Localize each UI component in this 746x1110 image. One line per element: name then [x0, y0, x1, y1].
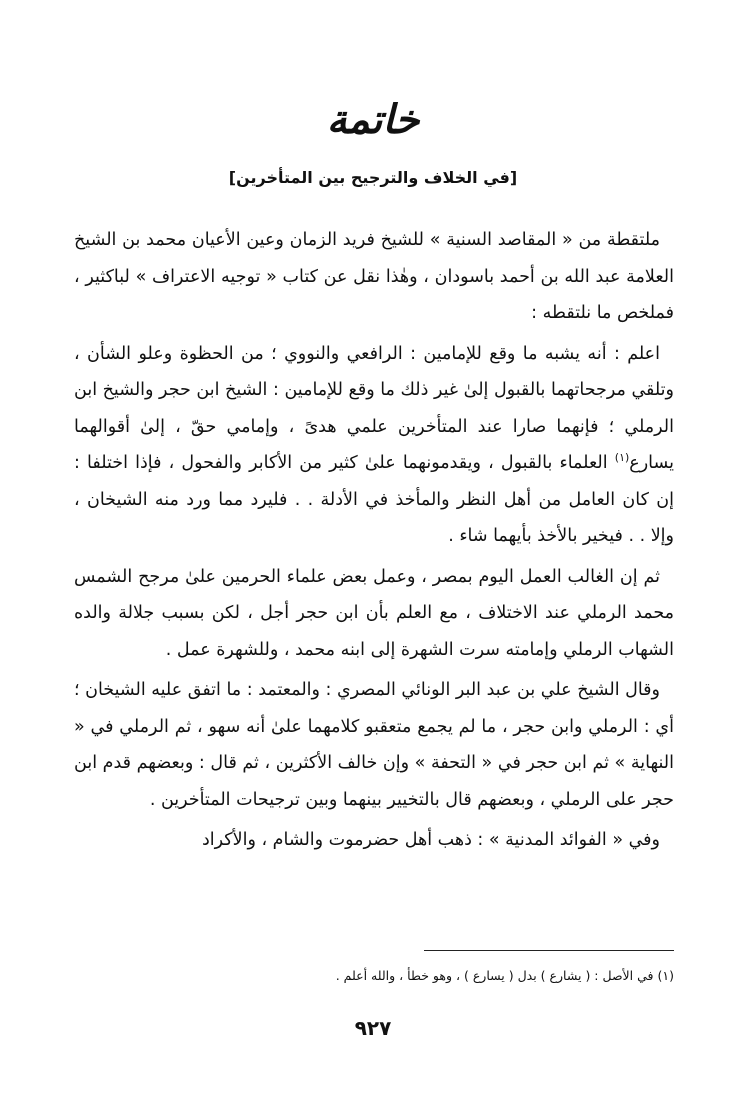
paragraph-4: وقال الشيخ علي بن عبد البر الونائي المصري : والمعتمد : ما اتفق عليه الشيخان ؛ أي : الرملي وابن حجر ، ما لم يجمع متعقبو كلامهما علىٰ أنه سهو ، ثم الرملي في « النهاية » ثم ابن حجر في « التحفة » وإن خالف الأكثرين ، ثم قال : وبعضهم قدم ابن حجر على الرملي ، وبعضهم قال بالتخيير بينهما وبين ترجيحات المتأخرين . [74, 680, 674, 810]
paragraph-3: ثم إن الغالب العمل اليوم بمصر ، وعمل بعض علماء الحرمين علىٰ مرجح الشمس محمد الرملي عند الاختلاف ، مع العلم بأن ابن حجر أجل ، لكن بسبب جلالة والده الشهاب الرملي وإمامته سرت الشهرة إلى ابنه محمد ، وللشهرة عمل . [74, 566, 674, 660]
paragraph-2 [74, 336, 674, 555]
paragraph-2-end: العلماء بالقبول ، ويقدمونهما علىٰ كثير من الأكابر والفحول ، فإذا اختلفا : إن كان العامل من أهل النظر والمأخذ في الأدلة . . فليرد مما ورد منه الشيخان ، وإلا . . فيخير بالأخذ بأيهما شاء . [74, 453, 674, 546]
page-number: ٩٢٧ [354, 1016, 392, 1040]
body-text [74, 222, 674, 863]
chapter-heading: خاتمة [326, 96, 420, 143]
chapter-subheading: [في الخلاف والترجيح بين المتأخرين] [228, 168, 518, 187]
footnote: (١) في الأصل : ( يشارع ) بدل ( يسارع ) ، وهو خطأ ، والله أعلم . [335, 968, 674, 983]
paragraph-1: ملتقطة من « المقاصد السنية » للشيخ فريد الزمان وعين الأعيان محمد بن الشيخ العلامة عبد الله بن أحمد باسودان ، وهٰذا نقل عن كتاب « توجيه الاعتراف » لباكثير ، فملخص ما نلتقطه : [74, 230, 674, 323]
paragraph-5: وفي « الفوائد المدنية » : ذهب أهل حضرموت والشام ، والأكراد [201, 830, 660, 850]
footnote-divider [424, 950, 674, 951]
paragraph-2-start: اعلم : أنه يشبه ما وقع للإمامين : الرافعي والنووي ؛ من الحظوة وعلو الشأن ، وتلقي مرجحاتهما بالقبول إلىٰ غير ذلك ما وقع للإمامين : الشيخ ابن حجر والشيخ ابن الرملي ؛ فإنهما صارا عند المتأخرين علمي هدىً ، وإمامي حقّ ، إلىٰ أقوالهما يسارع [74, 343, 674, 473]
footnote-marker: (١) [614, 451, 630, 465]
